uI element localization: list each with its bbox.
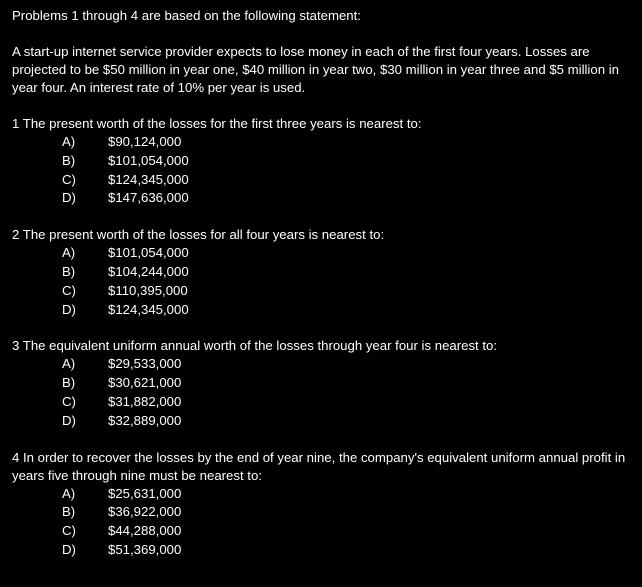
option-letter: A) xyxy=(62,134,76,149)
option-value: $124,345,000 xyxy=(108,171,189,187)
question-text: 2 The present worth of the losses for all four years is nearest to: xyxy=(12,227,385,243)
option-letter: D) xyxy=(62,541,76,557)
option-letter: B) xyxy=(62,504,76,520)
option-value: $44,288,000 xyxy=(108,523,182,539)
option-value: $31,882,000 xyxy=(108,393,182,409)
option-b xyxy=(12,263,634,282)
document xyxy=(12,7,634,560)
option-a xyxy=(12,355,634,374)
option-letter: A) xyxy=(62,245,76,261)
problem-statement: A start-up internet service provider expects to lose money in each of the first four years. Losses are projected to be $50 million in year one, $40 million in year two, $30 million in year three and $5 million in year four. An interest rate of 10% per year is used. xyxy=(12,44,619,95)
option-value: $29,533,000 xyxy=(108,356,182,372)
option-b xyxy=(12,374,634,393)
option-value: $124,345,000 xyxy=(108,301,189,317)
option-value: $51,369,000 xyxy=(108,541,182,557)
option-letter: B) xyxy=(62,375,76,391)
option-letter: C) xyxy=(62,282,76,298)
option-value: $32,889,000 xyxy=(108,412,182,428)
option-value: $101,054,000 xyxy=(108,152,189,168)
problem-1 xyxy=(12,115,634,208)
option-letter: D) xyxy=(62,301,76,317)
option-a xyxy=(12,133,634,152)
option-letter: A) xyxy=(62,356,76,372)
header-text: Problems 1 through 4 are based on the following statement: xyxy=(12,8,361,23)
option-c xyxy=(12,393,634,412)
option-letter: A) xyxy=(62,485,76,501)
problem-4 xyxy=(12,449,634,560)
option-c xyxy=(12,171,634,190)
option-b xyxy=(12,152,634,171)
option-value: $147,636,000 xyxy=(108,190,189,206)
option-value: $90,124,000 xyxy=(108,134,182,149)
problem-2 xyxy=(12,226,634,319)
option-d xyxy=(12,301,634,320)
option-letter: B) xyxy=(62,152,76,168)
option-value: $101,054,000 xyxy=(108,245,189,261)
option-d xyxy=(12,412,634,431)
option-value: $25,631,000 xyxy=(108,485,182,501)
option-letter: D) xyxy=(62,412,76,428)
option-value: $36,922,000 xyxy=(108,504,182,520)
option-letter: C) xyxy=(62,523,76,539)
option-letter: C) xyxy=(62,393,76,409)
question-text: 1 The present worth of the losses for the first three years is nearest to: xyxy=(12,116,422,131)
option-d xyxy=(12,189,634,208)
question-text: 3 The equivalent uniform annual worth of the losses through year four is nearest to: xyxy=(12,338,498,354)
option-a xyxy=(12,485,634,504)
option-letter: B) xyxy=(62,263,76,279)
option-c xyxy=(12,522,634,541)
option-letter: C) xyxy=(62,171,76,187)
option-value: $104,244,000 xyxy=(108,263,189,279)
question-text: 4 In order to recover the losses by the end of year nine, the company's equivalent uniform annual profit in years five through nine must be nearest to: xyxy=(12,449,626,483)
option-b xyxy=(12,503,634,522)
option-c xyxy=(12,282,634,301)
option-d xyxy=(12,541,634,560)
problem-3 xyxy=(12,337,634,430)
option-value: $110,395,000 xyxy=(108,282,188,298)
option-letter: D) xyxy=(62,190,76,206)
option-value: $30,621,000 xyxy=(108,375,182,391)
option-a xyxy=(12,244,634,263)
